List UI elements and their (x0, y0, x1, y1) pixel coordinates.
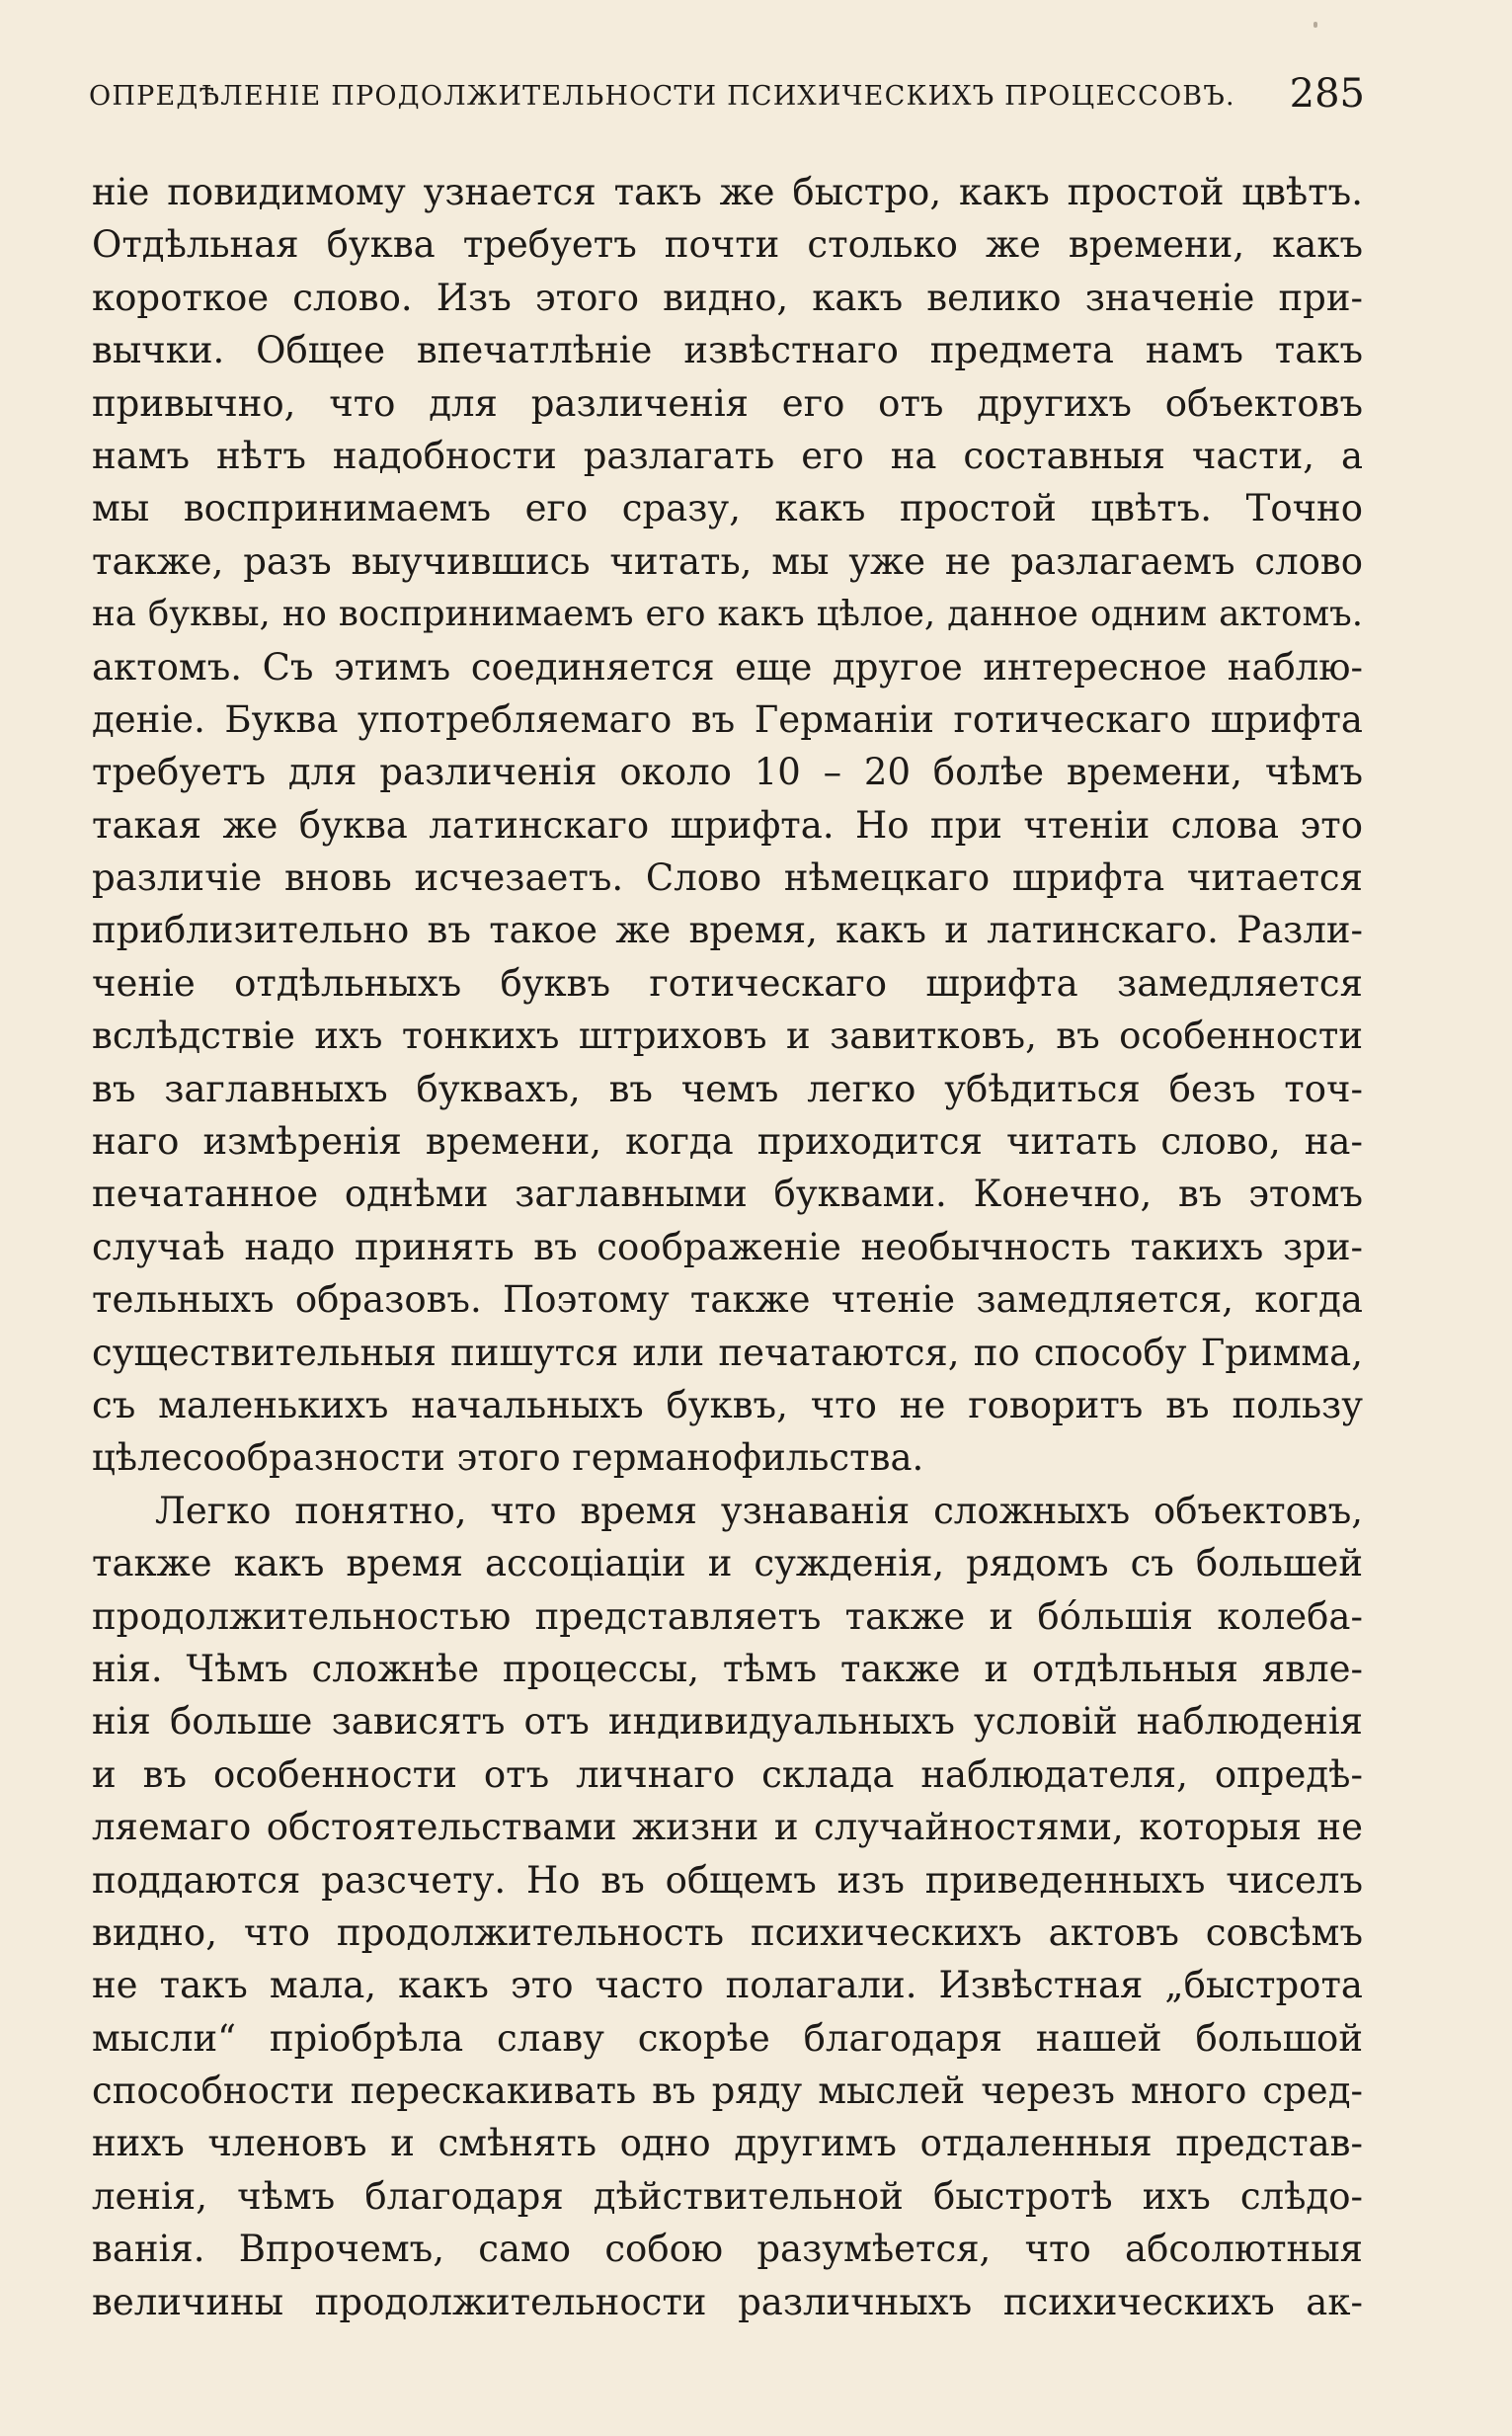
text-line: приблизительно въ такое же время, какъ и латинскаго. Разли- (92, 909, 1363, 952)
text-line: такая же буква латинскаго шрифта. Но при чтенiи слова это (92, 803, 1363, 847)
text-line: также какъ время ассоцiацiи и сужденiя, рядомъ съ большей (92, 1542, 1363, 1585)
text-line: вычки. Общее впечатлѣнiе извѣстнаго предмета намъ такъ (92, 329, 1363, 372)
text-line: мысли“ прiобрѣла славу скорѣе благодаря нашей большой (92, 2016, 1363, 2060)
print-speck (1313, 22, 1317, 28)
text-line: въ заглавныхъ буквахъ, въ чемъ легко убѣдиться безъ точ- (92, 1067, 1363, 1110)
paragraph-1 (92, 166, 1363, 1485)
text-line: и въ особенности отъ личнаго склада наблюдателя, опредѣ- (92, 1752, 1363, 1796)
running-title: ОПРЕДѢЛЕНIЕ ПРОДОЛЖИТЕЛЬНОСТИ ПСИХИЧЕСКИХЪ ПРОЦЕССОВЪ. (89, 81, 1235, 112)
body-text (92, 166, 1363, 2328)
text-line: нiя больше зависятъ отъ индивидуальныхъ условiй наблюденiя (92, 1700, 1363, 1744)
page-number: 285 (1289, 71, 1365, 117)
text-line: ванiя. Впрочемъ, само собою разумѣется, что абсолютныя (92, 2228, 1363, 2271)
text-line: случаѣ надо принять въ соображенiе необычность такихъ зри- (92, 1225, 1363, 1268)
text-line: требуетъ для различенiя около 10 – 20 болѣе времени, чѣмъ (92, 751, 1363, 794)
text-line: актомъ. Съ этимъ соединяется еще другое интересное наблю- (92, 645, 1363, 689)
text-line: короткое слово. Изъ этого видно, какъ велико значенiе при- (92, 276, 1363, 319)
paragraph-2 (92, 1485, 1363, 2328)
text-line: ляемаго обстоятельствами жизни и случайностями, которыя не (92, 1806, 1363, 1849)
text-line: видно, что продолжительность психическихъ актовъ совсѣмъ (92, 1910, 1363, 1954)
text-line: существительныя пишутся или печатаются, по способу Гримма, (92, 1331, 1363, 1374)
text-line: нихъ членовъ и смѣнять одно другимъ отдаленныя представ- (92, 2122, 1363, 2165)
text-line: продолжительностью представляетъ также и бо́льшiя колеба- (92, 1594, 1363, 1638)
text-line: тельныхъ образовъ. Поэтому также чтенiе замедляется, когда (92, 1278, 1363, 1322)
text-line: наго измѣренiя времени, когда приходится читать слово, на- (92, 1120, 1363, 1164)
text-line: печатанное однѣми заглавными буквами. Конечно, въ этомъ (92, 1173, 1363, 1216)
text-line: нiе повидимому узнается такъ же быстро, какъ простой цвѣтъ. (92, 171, 1363, 213)
text-line: различiе вновь исчезаетъ. Слово нѣмецкаго шрифта читается (92, 856, 1363, 900)
text-line: цѣлесообразности этого германофильства. (92, 1436, 924, 1480)
text-line: ченiе отдѣльныхъ буквъ готическаго шрифта замедляется (92, 961, 1363, 1005)
text-line: денiе. Буква употребляемаго въ Германiи готическаго шрифта (92, 697, 1363, 741)
text-line: поддаются разсчету. Но въ общемъ изъ приведенныхъ чиселъ (92, 1858, 1363, 1902)
text-line: также, разъ выучившись читать, мы уже не разлагаемъ слово (92, 539, 1363, 583)
text-line: нiя. Чѣмъ сложнѣе процессы, тѣмъ также и отдѣльныя явле- (92, 1647, 1363, 1690)
running-head (89, 71, 1365, 121)
text-line: мы воспринимаемъ его сразу, какъ простой цвѣтъ. Точно (92, 487, 1363, 530)
text-line: намъ нѣтъ надобности разлагать его на составныя части, а (92, 434, 1363, 477)
text-line: величины продолжительности различныхъ психическихъ ак- (92, 2280, 1363, 2323)
text-line: вслѣдствiе ихъ тонкихъ штриховъ и завитковъ, въ особенности (92, 1015, 1363, 1058)
text-line: ленiя, чѣмъ благодаря дѣйствительной быстротѣ ихъ слѣдо- (92, 2174, 1363, 2218)
text-line: на буквы, но воспринимаемъ его какъ цѣлое, данное одним актомъ. (92, 594, 1363, 635)
text-line: привычно, что для различенiя его отъ другихъ объектовъ (92, 381, 1363, 425)
text-line: съ маленькихъ начальныхъ буквъ, что не говоритъ въ пользу (92, 1383, 1363, 1426)
text-line: Легко понятно, что время узнаванiя сложныхъ объектовъ, (155, 1489, 1363, 1532)
text-line: способности перескакивать въ ряду мыслей черезъ много сред- (92, 2070, 1363, 2113)
text-line: Отдѣльная буква требуетъ почти столько же времени, какъ (92, 223, 1363, 267)
text-line: не такъ мала, какъ это часто полагали. Извѣстная „быстрота (92, 1964, 1363, 2007)
